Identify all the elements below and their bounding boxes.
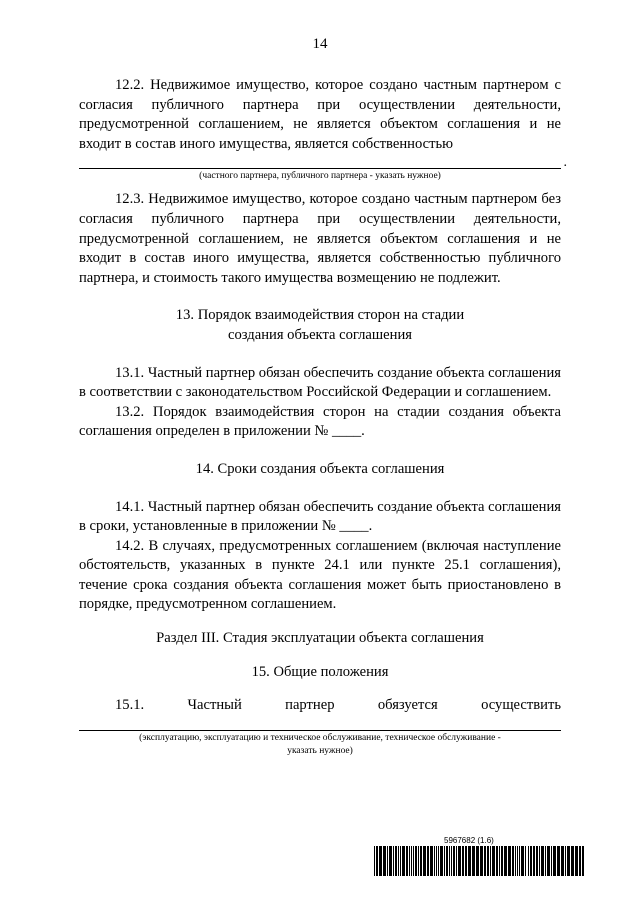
- heading-15: 15. Общие положения: [251, 663, 389, 680]
- document-body: [79, 76, 567, 757]
- note-15-1-line-2: указать нужное): [287, 745, 353, 756]
- note-15-1-line-1: (эксплуатацию, эксплуатацию и техническое обслуживание, техническое обслуживание -: [139, 732, 501, 743]
- paragraph-12-3: 12.3. Недвижимое имущество, которое создано частным партнером без согласия публичного партнера при осуществлении деятельности, предусмотренной соглашением, не является объектом соглашения и не входит в состав иного имущества, является собственностью публичного партнера, и стоимость такого имущества возмещению не подлежит.: [79, 191, 561, 286]
- paragraph-13-2: 13.2. Порядок взаимодействия сторон на стадии создания объекта соглашения определен в приложении № ____.: [79, 403, 561, 440]
- barcode-icon: [374, 846, 586, 876]
- document-code: 5967682 (1.6): [444, 836, 494, 845]
- heading-14: 14. Сроки создания объекта соглашения: [195, 460, 445, 477]
- section-3-heading: Раздел III. Стадия эксплуатации объекта соглашения: [156, 630, 484, 647]
- heading-13-line-2: создания объекта соглашения: [228, 326, 412, 343]
- fill-in-line-12-2[interactable]: .: [79, 156, 561, 169]
- paragraph-14-1: 14.1. Частный партнер обязан обеспечить создание объекта соглашения в сроки, установленные в приложении № ____.: [79, 498, 561, 535]
- fill-in-line-15-1[interactable]: [79, 718, 561, 731]
- paragraph-13-1: 13.1. Частный партнер обязан обеспечить создание объекта соглашения в соответствии с законодательством Российской Федерации и соглашением.: [79, 364, 561, 401]
- paragraph-12-2: 12.2. Недвижимое имущество, которое создано частным партнером с согласия публичного партнера при осуществлении деятельности, предусмотренной соглашением, не является объектом соглашения и не входит в состав иного имущества, является собственностью: [79, 77, 561, 152]
- heading-13-line-1: 13. Порядок взаимодействия сторон на стадии: [175, 307, 465, 324]
- paragraph-15-1: 15.1. Частный партнер обязуется осуществить: [115, 697, 561, 714]
- page-number: 14: [312, 36, 328, 52]
- paragraph-14-2: 14.2. В случаях, предусмотренных соглашением (включая наступление обстоятельств, указанных в пункте 24.1 или пункте 25.1 соглашения), течение срока создания объекта соглашения может быть приостановлено в порядке, предусмотренном соглашением.: [79, 537, 561, 613]
- note-12-2: (частного партнера, публичного партнера - указать нужное): [199, 171, 441, 182]
